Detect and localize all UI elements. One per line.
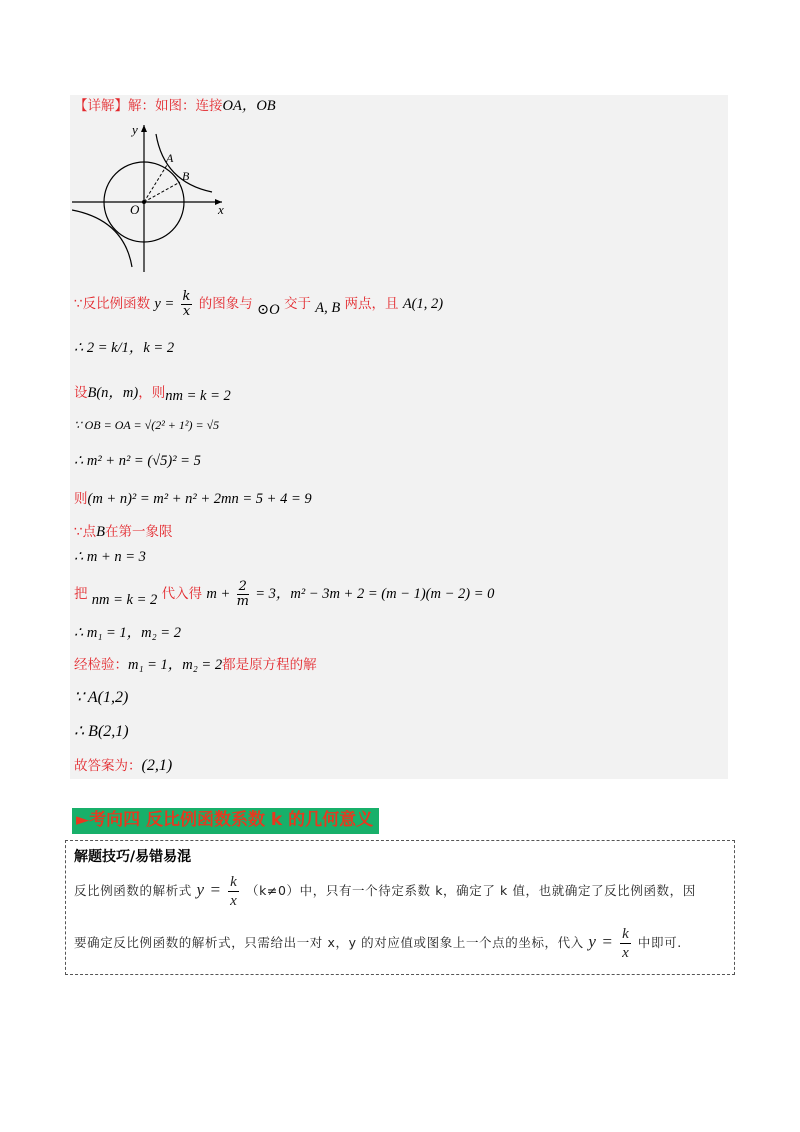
tip-line-2-text-a: 要确定反比例函数的解析式，只需给出一对 x，y 的对应值或图象上一个点的坐标，代入 <box>74 935 584 950</box>
circle-o-symbol: ⊙O <box>257 302 280 318</box>
point-a-coords: A(1, 2) <box>402 296 444 312</box>
answer-label: 故答案为： <box>74 758 142 774</box>
answer-value: (2,1) <box>141 757 173 774</box>
detail-tag: 【详解】 <box>74 98 128 114</box>
k-over-x-fraction: $\frac{k}{x}$ <box>182 289 191 319</box>
step-1 <box>74 287 443 321</box>
axis-label-x: x <box>218 202 224 217</box>
step-8: ∴ m + n = 3 <box>74 549 146 565</box>
step-9-math: = 3，m² − 3m + 2 = (m − 1)(m − 2) = 0 <box>255 586 495 602</box>
answer-line <box>74 757 172 775</box>
step-12: ∵ A(1,2) <box>74 689 129 706</box>
step-3 <box>74 384 231 402</box>
solution-intro <box>74 97 276 115</box>
step-3-text-c: ，则 <box>138 385 166 401</box>
step-10: ∴ m₁ = 1，m₂ = 2 <box>74 625 181 641</box>
step-9-text-c: 代入得 <box>161 586 203 602</box>
step-1-text-f: 两点，且 <box>344 296 399 312</box>
step-11-math: m₁ = 1，m₂ = 2 <box>128 657 223 673</box>
point-b-label-inline: B <box>96 524 105 540</box>
tip-line-2-text-b: 中即可. <box>637 935 682 950</box>
step-11-text-a: 经检验： <box>74 657 128 673</box>
axis-label-y: y <box>132 122 138 137</box>
step-1-text-b: 的图象与 <box>198 296 253 312</box>
step-7-text-a: ∵点 <box>74 524 97 540</box>
step-7 <box>74 523 172 541</box>
step-6-text-a: 则 <box>74 491 88 507</box>
tip-line-2 <box>74 925 682 962</box>
step-4: ∵ OB = OA = √(2² + 1²) = √5 <box>74 418 220 432</box>
tip-k-over-x-fraction: $\frac{k}{x}$ <box>230 874 238 909</box>
nm-equals-k: nm = k = 2 <box>165 388 231 404</box>
origin-label: O <box>130 202 140 217</box>
step-11 <box>74 656 317 674</box>
tip-line-1-text-a: 反比例函数的解析式 <box>74 883 192 898</box>
step-6 <box>74 490 312 508</box>
step-7-text-c: 在第一象限 <box>104 524 173 540</box>
circle-hyperbola-figure <box>72 122 237 277</box>
point-a-label: A <box>166 151 174 165</box>
tip-y-symbol-2: y = <box>588 932 614 951</box>
step-2: ∴ 2 = k/1，k = 2 <box>74 340 175 356</box>
step-1-text-d: 交于 <box>283 296 311 312</box>
tip-title: 解题技巧/易错易混 <box>74 849 192 865</box>
tip-line-1-text-b: （k≠0）中，只有一个待定系数 k，确定了 k 值，也就确定了反比例函数，因 <box>245 883 696 898</box>
step-5: ∴ m² + n² = (√5)² = 5 <box>74 453 201 469</box>
two-over-m-fraction: $\frac{2}{m}$ <box>236 579 249 609</box>
point-b-nm: B(n，m) <box>87 385 139 401</box>
step-6-math: (m + n)² = m² + n² + 2mn = 5 + 4 = 9 <box>87 491 312 507</box>
step-9-nm: nm = k = 2 <box>91 592 158 608</box>
section-heading: ►考向四 反比例函数系数 k 的几何意义 <box>72 808 379 834</box>
tip-k-over-x-fraction-2: $\frac{k}{x}$ <box>622 926 630 961</box>
m-plus: m + <box>206 586 231 602</box>
tip-box <box>65 840 735 975</box>
tip-line-1 <box>74 873 696 910</box>
step-9 <box>74 577 494 611</box>
y-symbol: y = <box>154 296 175 312</box>
step-1-text-a: ∵反比例函数 <box>74 296 151 312</box>
step-3-text-a: 设 <box>74 385 88 401</box>
step-9-text-a: 把 <box>74 586 88 602</box>
step-13: ∴ B(2,1) <box>74 723 129 740</box>
tip-y-symbol: y = <box>196 880 222 899</box>
point-b-label: B <box>182 169 190 183</box>
intro-text: 解：如图：连接 <box>128 98 223 114</box>
points-ab: A, B <box>315 300 341 316</box>
step-11-text-c: 都是原方程的解 <box>222 657 317 673</box>
intro-math: OA，OB <box>222 98 276 114</box>
